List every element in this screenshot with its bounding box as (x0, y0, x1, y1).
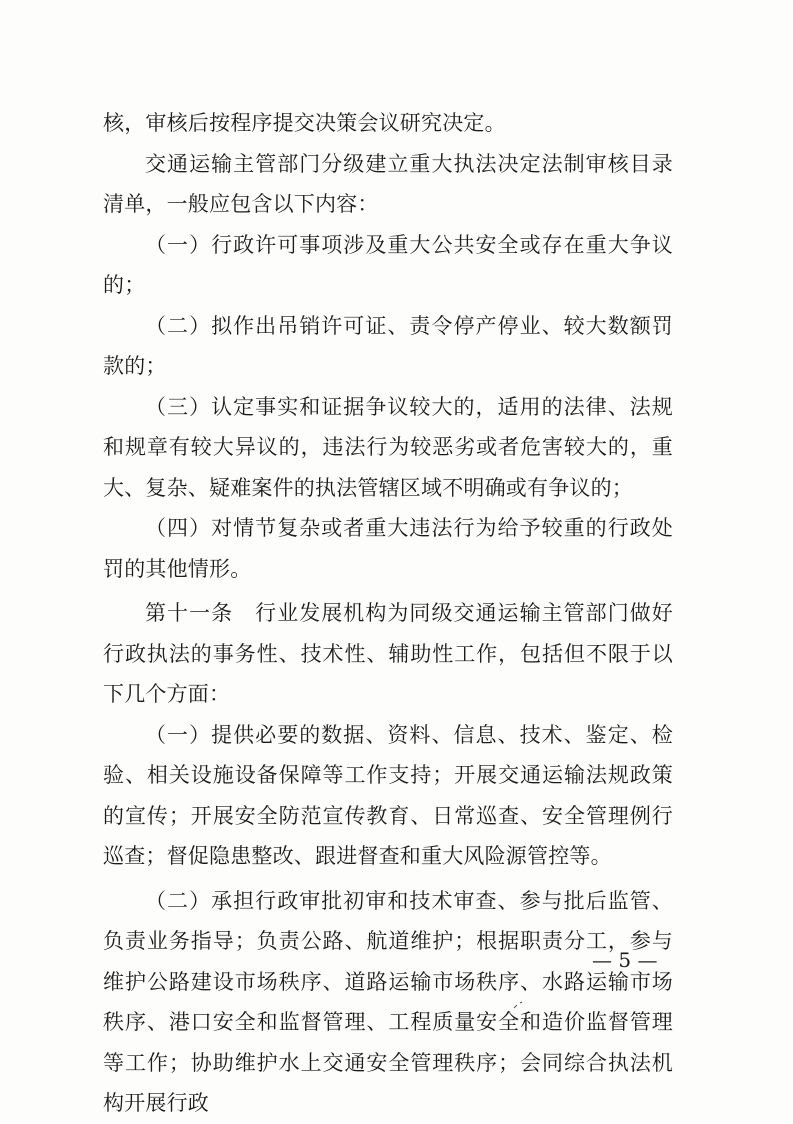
paragraph-item-3: （三）认定事实和证据争议较大的，适用的法律、法规和规章有较大异议的，违法行为较恶劣或者危害较大的，重大、复杂、疑难案件的执法管辖区域不明确或有争议的； (103, 394, 673, 500)
paragraph-item-2: （二）拟作出吊销许可证、责令停产停业、较大数额罚款的； (103, 313, 673, 378)
paragraph-article-11-item-2: （二）承担行政审批初审和技术审查、参与批后监管、负责业务指导；负责公路、航道维护；根据职责分工，参与维护公路建设市场秩序、道路运输市场秩序、水路运输市场秩序、港口安全和监督管理、工程质量安全和造价监督管理等工作；协助维护水上交通安全管理秩序；会同综合执法机构开展行政 (103, 888, 673, 1115)
scan-speck (512, 1000, 526, 1010)
document-body (103, 103, 673, 1124)
paragraph-review-list-intro: 交通运输主管部门分级建立重大执法决定法制审核目录清单，一般应包含以下内容： (103, 151, 673, 216)
paragraph-article-11: 第十一条 行业发展机构为同级交通运输主管部门做好行政执法的事务性、技术性、辅助性工作，包括但不限于以下几个方面： (103, 601, 673, 706)
paragraph-item-4: （四）对情节复杂或者重大违法行为给予较重的行政处罚的其他情形。 (103, 516, 673, 581)
paragraph-continuation: 核，审核后按程序提交决策会议研究决定。 (103, 111, 506, 135)
paragraph-article-11-item-1: （一）提供必要的数据、资料、信息、技术、鉴定、检验、相关设施设备保障等工作支持；开展交通运输法规政策的宣传；开展安全防范宣传教育、日常巡查、安全管理例行巡查；督促隐患整改、跟进督查和重大风险源管控等。 (103, 722, 673, 868)
paragraph-item-1: （一）行政许可事项涉及重大公共安全或存在重大争议的； (103, 232, 673, 297)
page-number: — 5 — (592, 948, 658, 972)
